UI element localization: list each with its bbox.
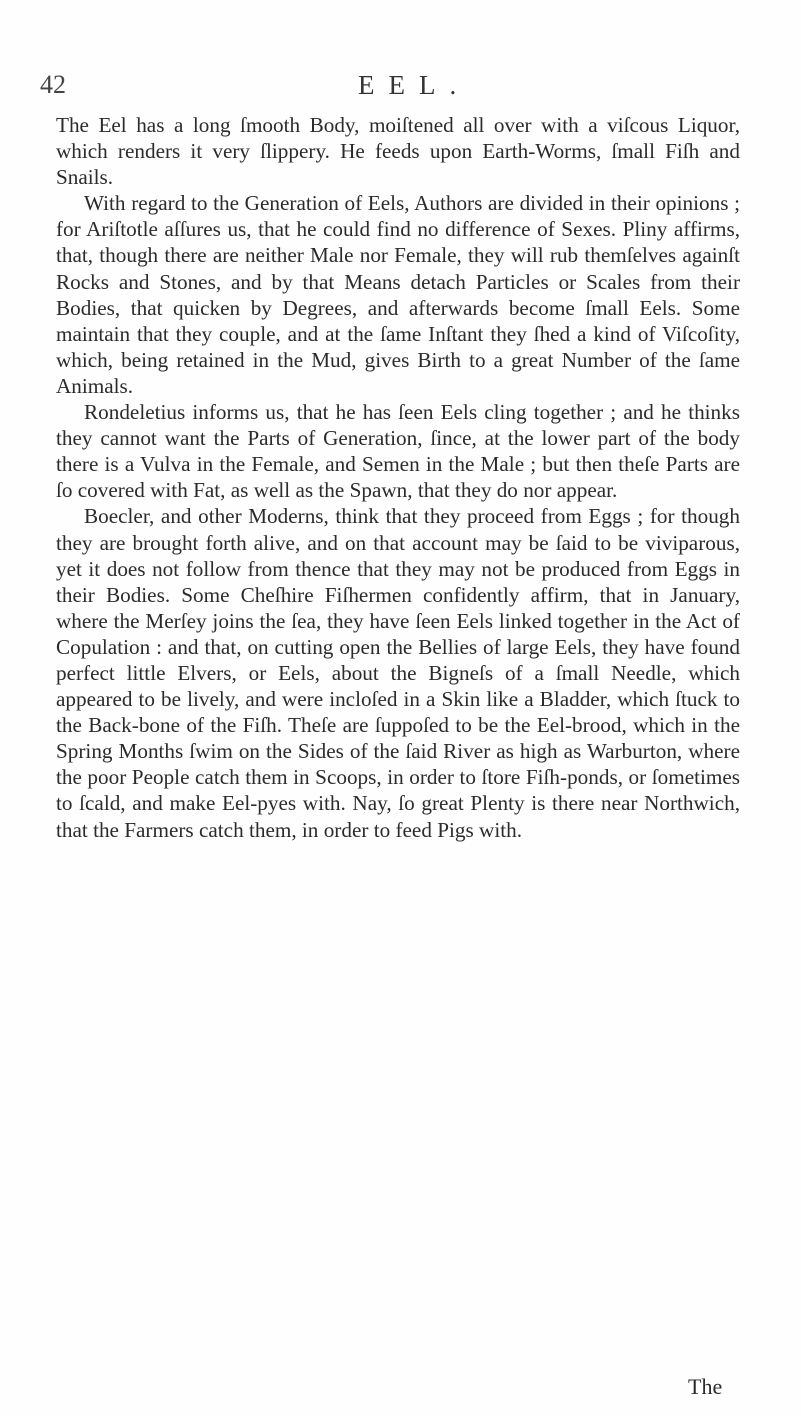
running-head: EEL. — [358, 70, 471, 100]
page-header — [40, 70, 740, 110]
catchword: The — [688, 1374, 723, 1399]
paragraph-3: Rondeletius informs us, that he has ſeen Eels cling together ; and he thinks they cannot want the Parts of Generation, ſince, at the lower part of the body there is a Vulva in the Female, and Semen in the Male ; but then theſe Parts are ſo covered with Fat, as well as the Spawn, that they do nor appear. — [56, 400, 740, 503]
page-number: 42 — [40, 70, 66, 99]
paragraph-4: Boecler, and other Moderns, think that they proceed from Eggs ; for though they are brought forth alive, and on that account may be ſaid to be viviparous, yet it does not follow from thence that they may not be produced from Eggs in their Bodies. Some Cheſhire Fiſhermen confidently affirm, that in January, where the Merſey joins the ſea, they have ſeen Eels linked together in the Act of Copulation : and that, on cutting open the Bellies of large Eels, they have found perfect little Elvers, or Eels, about the Bigneſs of a ſmall Needle, which appeared to be lively, and were incloſed in a Skin like a Bladder, which ſtuck to the Back-bone of the Fiſh. Theſe are ſuppoſed to be the Eel-brood, which in the Spring Months ſwim on the Sides of the ſaid River as high as Warburton, where the poor People catch them in Scoops, in order to ſtore Fiſh-ponds, or ſometimes to ſcald, and make Eel-pyes with. Nay, ſo great Plenty is there near Northwich, that the Farmers catch them, in order to feed Pigs with. — [56, 504, 740, 842]
paragraph-1: The Eel has a long ſmooth Body, moiſtened all over with a viſcous Liquor, which renders it very ſlippery. He feeds upon Earth-Worms, ſmall Fiſh and Snails. — [56, 113, 740, 190]
paragraph-2: With regard to the Generation of Eels, Authors are divided in their opinions ; for Ariſtotle aſſures us, that he could find no difference of Sexes. Pliny affirms, that, though there are neither Male nor Female, they will rub themſelves againſt Rocks and Stones, and by that Means detach Particles or Scales from their Bodies, that quicken by Degrees, and afterwards become ſmall Eels. Some maintain that they couple, and at the ſame Inſtant they ſhed a kind of Viſcoſity, which, being retained in the Mud, gives Birth to a great Number of the ſame Animals. — [56, 191, 740, 398]
body-text — [56, 112, 740, 843]
